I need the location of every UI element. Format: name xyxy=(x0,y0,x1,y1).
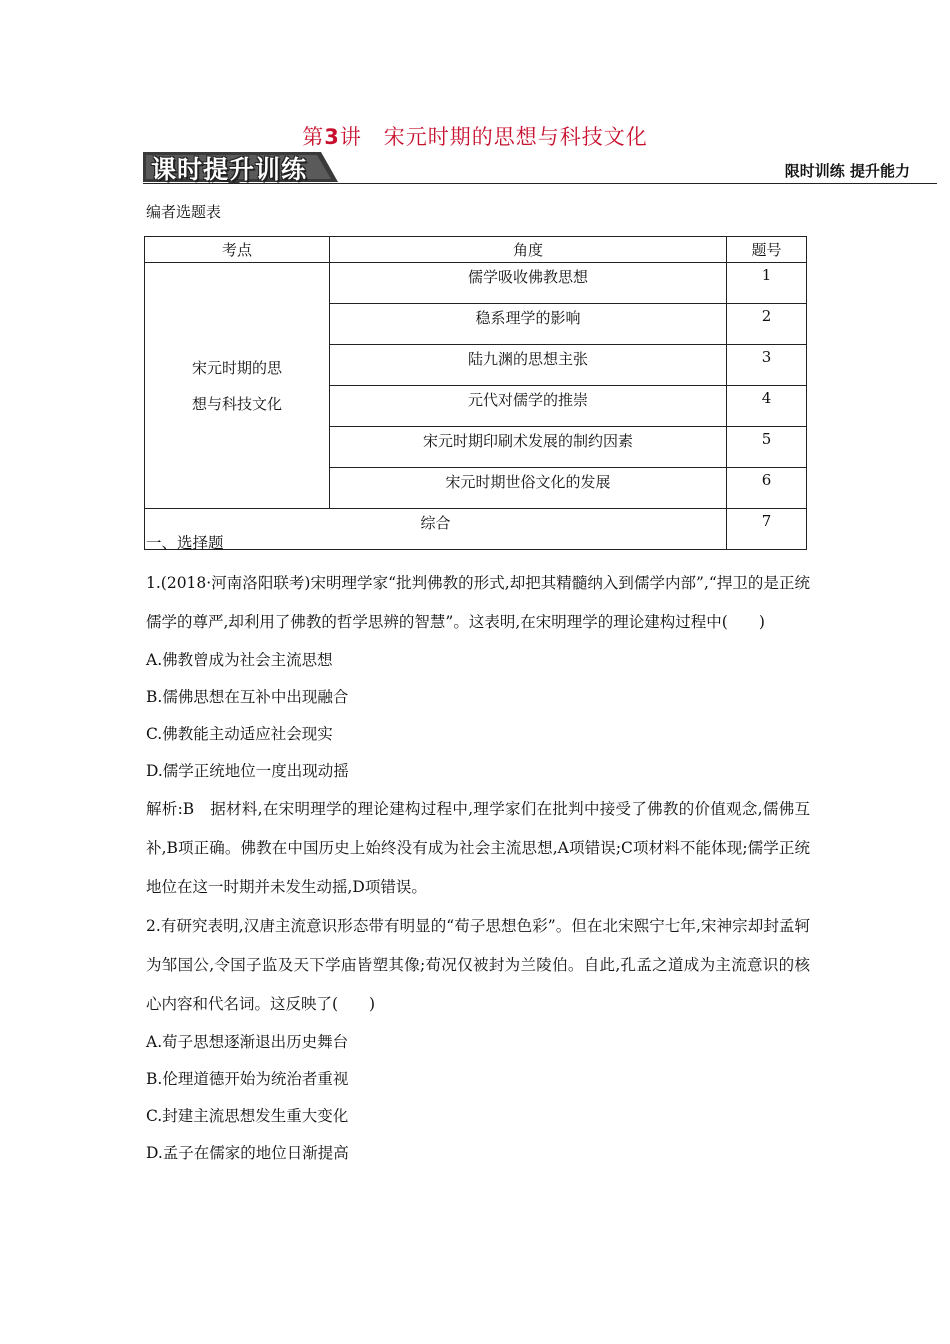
number-cell: 3 xyxy=(727,345,807,386)
section-heading: 一、选择题 xyxy=(146,534,224,552)
title-text: 讲 宋元时期的思想与科技文化 xyxy=(339,125,648,149)
summary-label: 综合 xyxy=(145,509,727,550)
question-2-option-b: B.伦理道德开始为统治者重视 xyxy=(146,1070,349,1088)
topic-line: 想与科技文化 xyxy=(191,394,282,413)
page-title xyxy=(0,121,950,151)
banner-text: 课时提升训练 xyxy=(151,155,308,184)
question-1-analysis: 解析:B 据材料,在宋明理学的理论建构过程中,理学家们在批判中接受了佛教的价值观念,儒佛互补,B项正确。佛教在中国历史上始终没有成为社会主流思想,A项错误;C项材料不能体现;儒学正统地位在这一时期并未发生动摇,D项错误。 xyxy=(146,800,810,896)
topic-line: 宋元时期的思 xyxy=(191,358,282,377)
number-cell: 4 xyxy=(727,386,807,427)
question-1-stem: 1.(2018·河南洛阳联考)宋明理学家“批判佛教的形式,却把其精髓纳入到儒学内部”,“捍卫的是正统儒学的尊严,却利用了佛教的哲学思辨的智慧”。这表明,在宋明理学的理论建构过程中( ) xyxy=(146,574,810,631)
number-cell: 1 xyxy=(727,263,807,304)
question-2-option-a: A.荀子思想逐渐退出历史舞台 xyxy=(146,1033,349,1051)
table-row xyxy=(145,263,807,304)
header-slogan: 限时训练 提升能力 xyxy=(784,162,910,180)
number-cell: 6 xyxy=(727,468,807,509)
title-prefix: 第 xyxy=(302,125,325,149)
topic-cell xyxy=(145,263,330,509)
number-cell: 5 xyxy=(727,427,807,468)
header-rule xyxy=(143,183,937,184)
angle-cell: 宋元时期印刷术发展的制约因素 xyxy=(330,427,727,468)
question-2-stem: 2.有研究表明,汉唐主流意识形态带有明显的“荀子思想色彩”。但在北宋熙宁七年,宋神宗却封孟轲为邹国公,令国子监及天下学庙皆塑其像;荀况仅被封为兰陵伯。自此,孔孟之道成为主流意识的核心内容和代名词。这反映了( ) xyxy=(146,917,810,1013)
question-1-option-b: B.儒佛思想在互补中出现融合 xyxy=(146,688,349,706)
question-2-option-d: D.孟子在儒家的地位日渐提高 xyxy=(146,1144,349,1162)
header-angle: 角度 xyxy=(330,237,727,263)
number-cell: 2 xyxy=(727,304,807,345)
question-2-option-c: C.封建主流思想发生重大变化 xyxy=(146,1107,349,1125)
question-1-option-c: C.佛教能主动适应社会现实 xyxy=(146,725,333,743)
lesson-banner xyxy=(143,150,338,184)
angle-cell: 稳系理学的影响 xyxy=(330,304,727,345)
summary-number: 7 xyxy=(727,509,807,550)
header-number: 题号 xyxy=(727,237,807,263)
angle-cell: 元代对儒学的推崇 xyxy=(330,386,727,427)
table-caption: 编者选题表 xyxy=(146,203,222,221)
angle-cell: 儒学吸收佛教思想 xyxy=(330,263,727,304)
angle-cell: 宋元时期世俗文化的发展 xyxy=(330,468,727,509)
header-topic: 考点 xyxy=(145,237,330,263)
question-1-option-d: D.儒学正统地位一度出现动摇 xyxy=(146,762,349,780)
topic-table xyxy=(144,236,807,550)
title-number: 3 xyxy=(324,125,340,149)
angle-cell: 陆九渊的思想主张 xyxy=(330,345,727,386)
table-header-row xyxy=(145,237,807,263)
question-content xyxy=(146,530,810,1172)
question-1-option-a: A.佛教曾成为社会主流思想 xyxy=(146,651,333,669)
